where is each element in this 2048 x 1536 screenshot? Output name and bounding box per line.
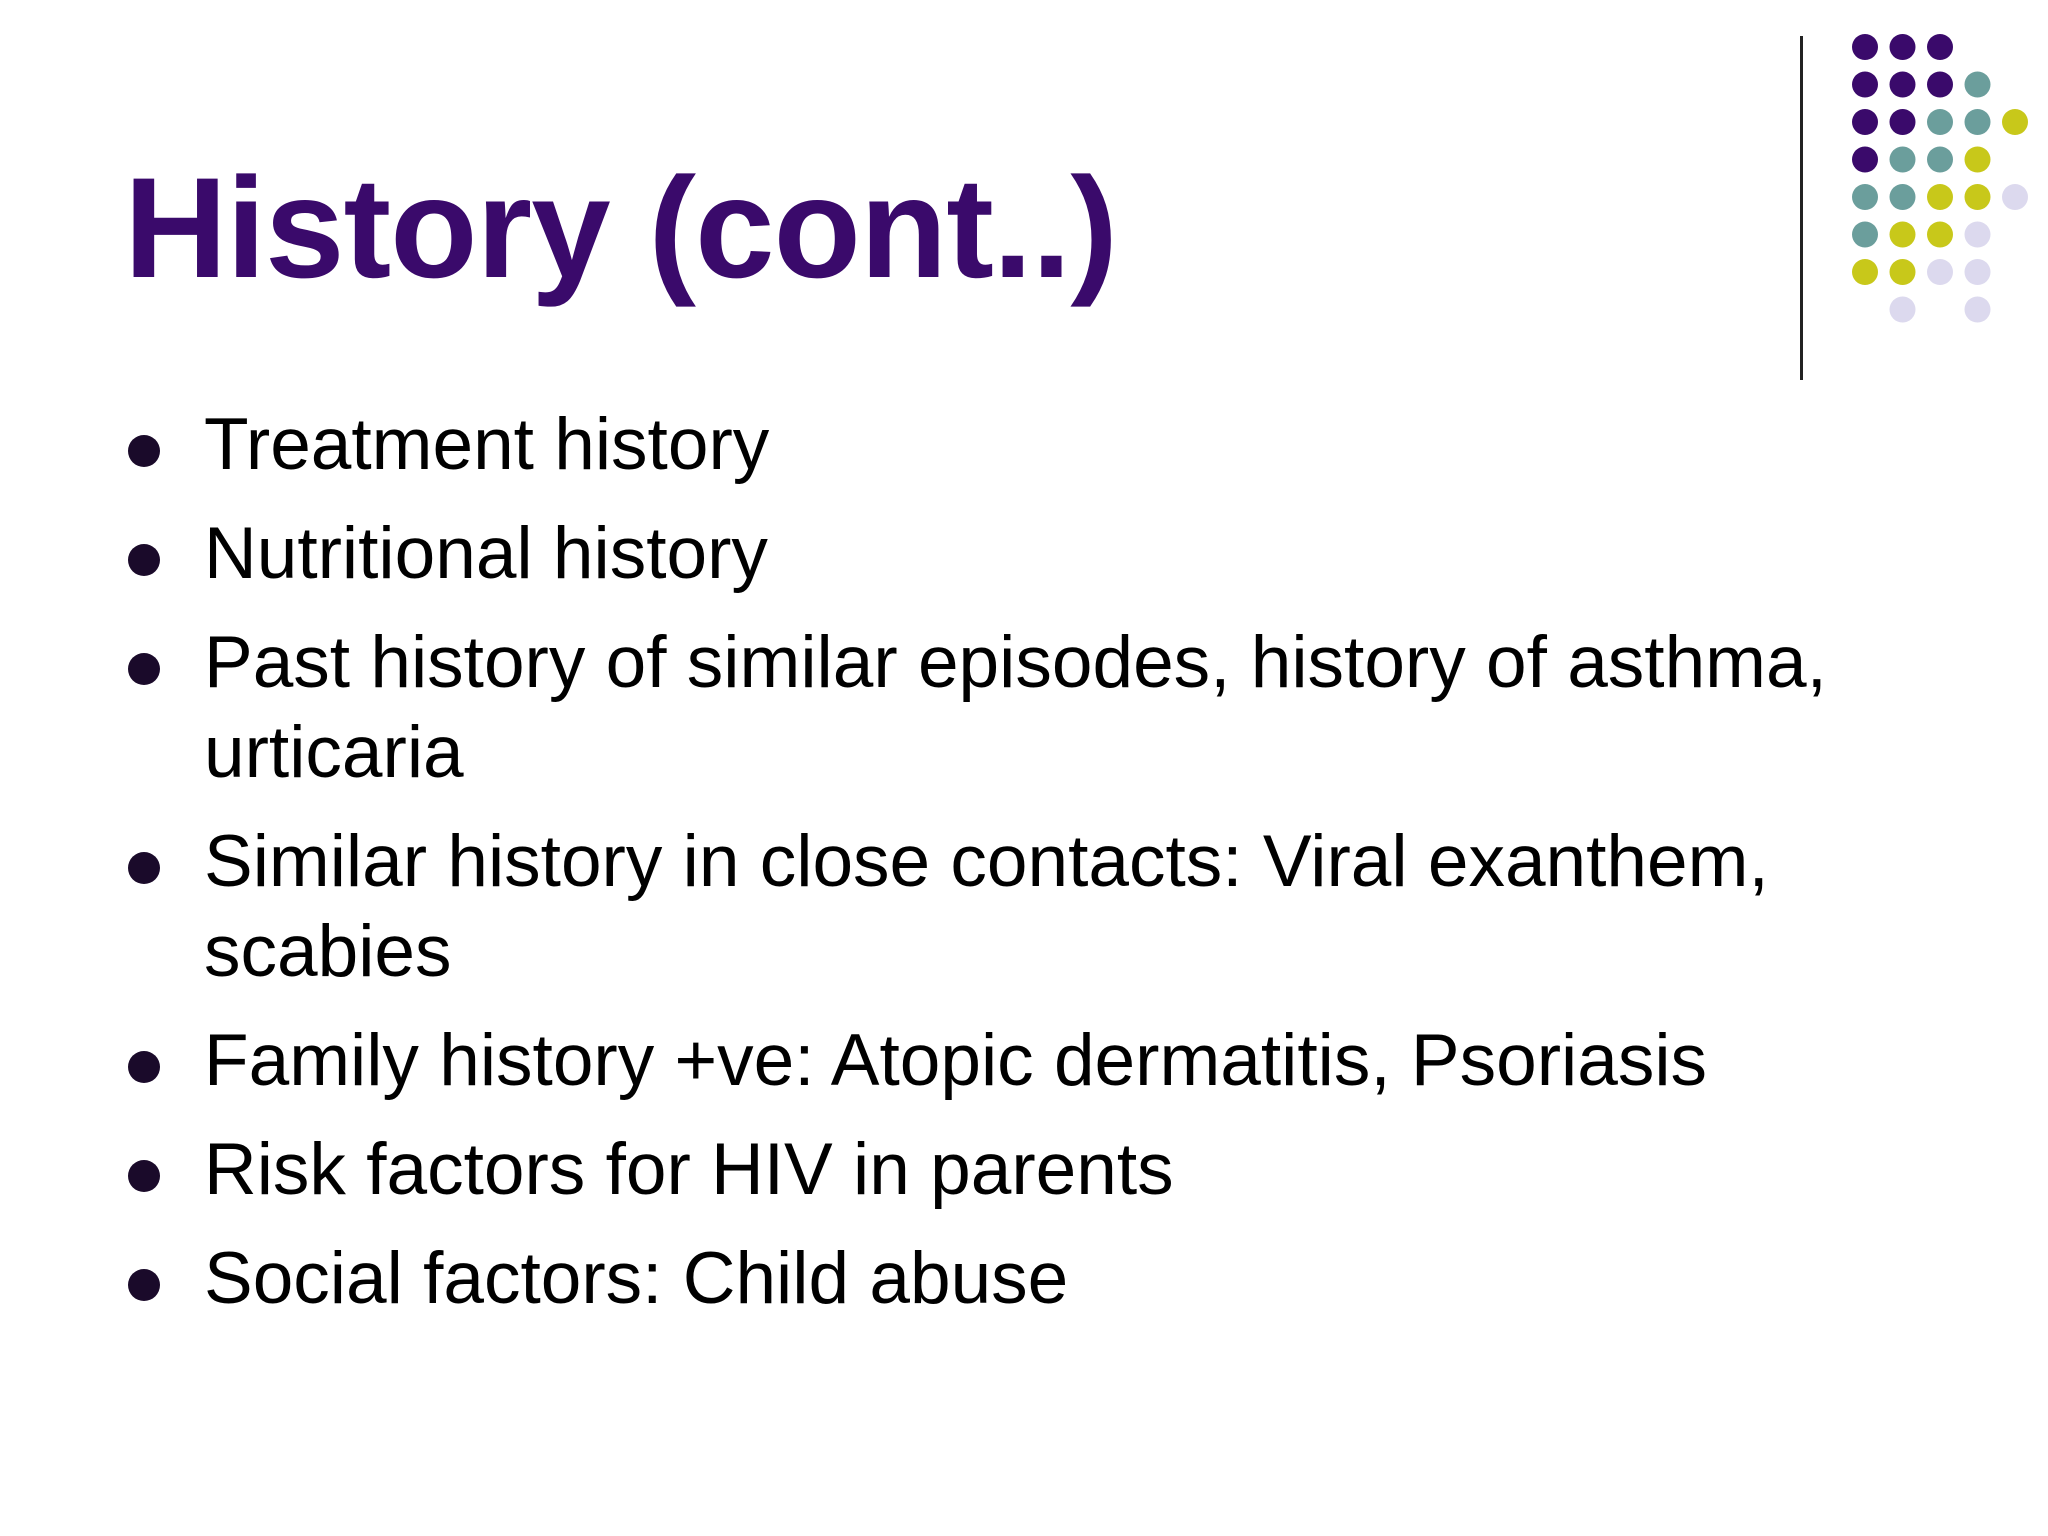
bullet-marker: [128, 1051, 160, 1083]
decorative-dot: [1927, 147, 1953, 173]
bullet-text: Past history of similar episodes, history of asthma, urticaria: [204, 622, 1827, 793]
bullet-item-hiv-risk-factors: [124, 1125, 1924, 1215]
decorative-dot: [1890, 297, 1916, 323]
bullet-list: [124, 400, 1924, 1343]
bullet-text: Similar history in close contacts: Viral exanthem, scabies: [204, 821, 1769, 992]
decorative-dot: [1890, 34, 1916, 60]
bullet-item-social-factors: [124, 1234, 1924, 1324]
decorative-dot: [1927, 34, 1953, 60]
decorative-dot: [2002, 109, 2028, 135]
decorative-dot: [1890, 259, 1916, 285]
bullet-text: Social factors: Child abuse: [204, 1238, 1069, 1319]
bullet-item-past-history: [124, 618, 1924, 798]
decorative-dot: [1927, 222, 1953, 248]
decorative-dot: [1927, 184, 1953, 210]
decorative-dot: [1965, 297, 1991, 323]
decorative-dot: [1852, 34, 1878, 60]
decorative-dot: [2002, 184, 2028, 210]
bullet-marker: [128, 653, 160, 685]
decorative-dot: [1965, 147, 1991, 173]
decorative-dot: [1890, 147, 1916, 173]
bullet-item-similar-history: [124, 817, 1924, 997]
bullet-text: Risk factors for HIV in parents: [204, 1129, 1174, 1210]
bullet-item-nutritional-history: [124, 509, 1924, 599]
decorative-dot: [1890, 72, 1916, 98]
decorative-dot: [1965, 222, 1991, 248]
decorative-dot: [1927, 72, 1953, 98]
slide-title: History (cont..): [124, 149, 1117, 308]
decorative-dot: [1927, 259, 1953, 285]
decorative-dot: [1852, 72, 1878, 98]
decorative-dot: [1890, 222, 1916, 248]
bullet-marker: [128, 1160, 160, 1192]
bullet-marker: [128, 435, 160, 467]
decorative-dot: [1852, 147, 1878, 173]
decorative-dot: [1890, 109, 1916, 135]
decorative-dot: [1965, 184, 1991, 210]
bullet-item-treatment-history: [124, 400, 1924, 490]
bullet-text: Family history +ve: Atopic dermatitis, Psoriasis: [204, 1020, 1708, 1101]
decorative-dot: [1852, 109, 1878, 135]
decorative-dot: [1852, 184, 1878, 210]
decorative-dot: [1927, 109, 1953, 135]
bullet-text: Nutritional history: [204, 513, 768, 594]
title-divider-line: [1800, 36, 1803, 380]
bullet-item-family-history: [124, 1016, 1924, 1106]
bullet-marker: [128, 1269, 160, 1301]
decorative-dot: [1965, 109, 1991, 135]
decorative-dot: [1965, 259, 1991, 285]
decorative-dot: [1852, 222, 1878, 248]
bullet-marker: [128, 852, 160, 884]
bullet-text: Treatment history: [204, 404, 770, 485]
bullet-marker: [128, 544, 160, 576]
decorative-dot: [1890, 184, 1916, 210]
decorative-dot: [1852, 259, 1878, 285]
decorative-dot: [1965, 72, 1991, 98]
